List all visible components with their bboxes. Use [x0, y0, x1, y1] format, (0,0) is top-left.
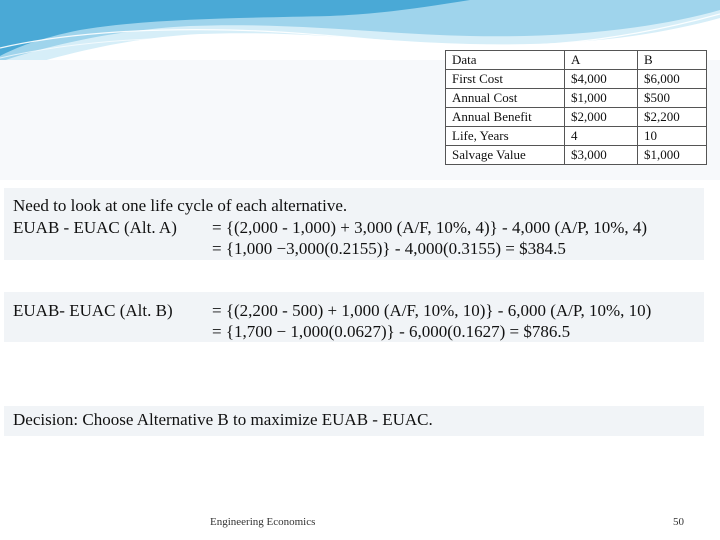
- table-row: [446, 70, 707, 89]
- table-row: [446, 127, 707, 146]
- table-cell: $1,000: [638, 146, 707, 165]
- table-cell: $500: [638, 89, 707, 108]
- alternatives-data-table: [445, 50, 707, 165]
- page-number: 50: [673, 516, 684, 528]
- table-cell: Annual Benefit: [446, 108, 565, 127]
- table-cell: Annual Cost: [446, 89, 565, 108]
- table-cell: $4,000: [565, 70, 638, 89]
- intro-text: Need to look at one life cycle of each alternative.: [13, 196, 348, 215]
- alt-b-equation-line-2: = {1,700 − 1,000(0.0627)} - 6,000(0.1627) = $786.5: [212, 322, 571, 341]
- footer-title: Engineering Economics: [210, 516, 316, 528]
- table-cell: $3,000: [565, 146, 638, 165]
- table-header-row: [446, 51, 707, 70]
- table-cell: 4: [565, 127, 638, 146]
- table-cell: $1,000: [565, 89, 638, 108]
- table-cell: First Cost: [446, 70, 565, 89]
- alt-a-label: EUAB - EUAC (Alt. A): [13, 218, 177, 237]
- table-row: [446, 146, 707, 165]
- table-row: [446, 89, 707, 108]
- decision-text: Decision: Choose Alternative B to maximize EUAB - EUAC.: [13, 410, 433, 429]
- table-row: [446, 108, 707, 127]
- table-cell: Salvage Value: [446, 146, 565, 165]
- alt-b-label: EUAB- EUAC (Alt. B): [13, 301, 173, 320]
- table-cell: $2,200: [638, 108, 707, 127]
- table-header-cell: Data: [446, 51, 565, 70]
- table-cell: 10: [638, 127, 707, 146]
- table-cell: Life, Years: [446, 127, 565, 146]
- table-cell: $2,000: [565, 108, 638, 127]
- alt-a-equation-line-1: = {(2,000 - 1,000) + 3,000 (A/F, 10%, 4)} - 4,000 (A/P, 10%, 4): [212, 218, 648, 237]
- alt-b-equation-line-1: = {(2,200 - 500) + 1,000 (A/F, 10%, 10)} - 6,000 (A/P, 10%, 10): [212, 301, 652, 320]
- table-header-cell: B: [638, 51, 707, 70]
- alt-a-equation-line-2: = {1,000 −3,000(0.2155)} - 4,000(0.3155) = $384.5: [212, 239, 566, 258]
- table-cell: $6,000: [638, 70, 707, 89]
- table-header-cell: A: [565, 51, 638, 70]
